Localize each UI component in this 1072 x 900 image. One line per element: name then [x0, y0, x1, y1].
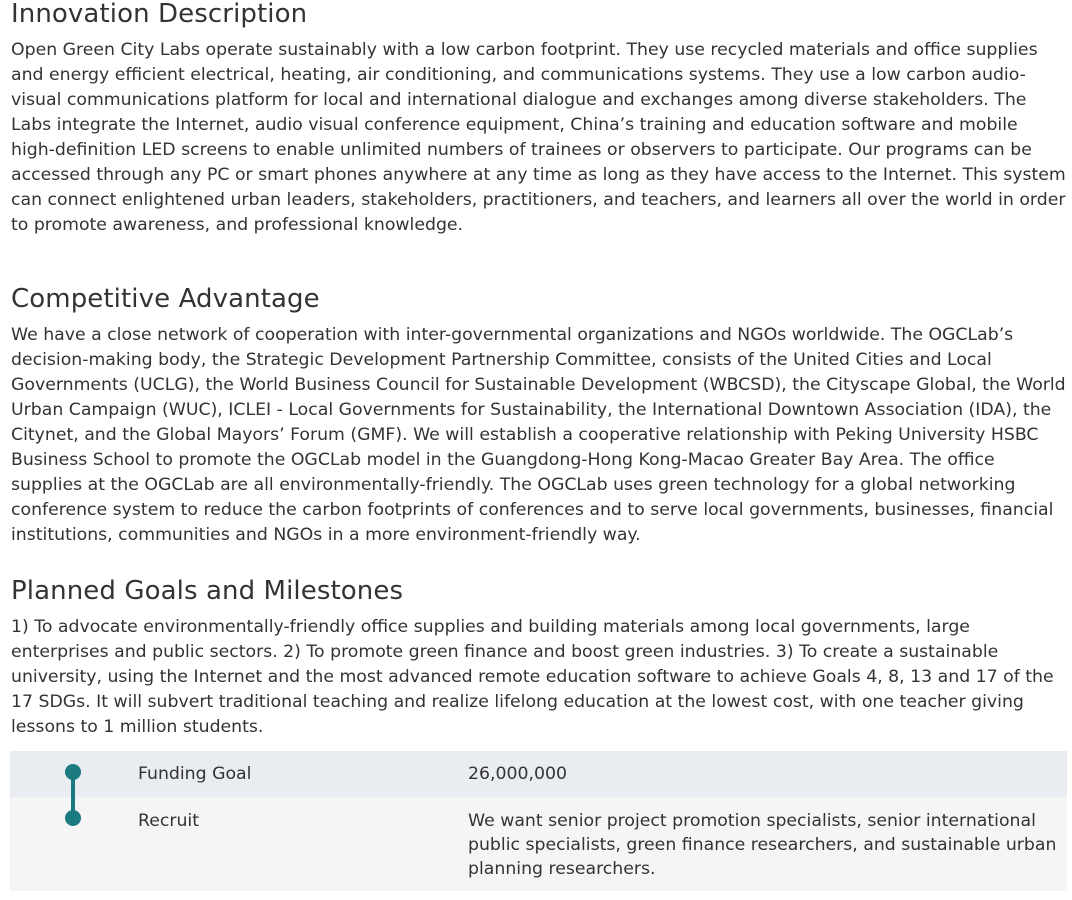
recruit-label: Recruit: [138, 811, 199, 831]
recruit-row: [10, 797, 1067, 891]
timeline-dot-icon: [65, 764, 81, 780]
competitive-advantage-body: We have a close network of cooperation with inter-governmental organizations and NGOs worldwide. The OGCLab’s decision-making body, the Strategic Development Partnership Committee, consists of the United Cities and Local Governments (UCLG), the World Business Council for Sustainable Development (WBCSD), the Cityscape Global, the World Urban Campaign (WUC), ICLEI - Local Governments for Sustainability, the International Downtown Association (IDA), the Citynet, and the Global Mayors’ Forum (GMF). We will establish a cooperative relationship with Peking University HSBC Business School to promote the OGCLab model in the Guangdong-Hong Kong-Macao Greater Bay Area. The office supplies at the OGCLab are all environmentally-friendly. The OGCLab uses green technology for a global networking conference system to reduce the carbon footprints of conferences and to serve local governments, businesses, financial institutions, communities and NGOs in a more environment-friendly way.: [11, 325, 1066, 545]
innovation-body: Open Green City Labs operate sustainably with a low carbon footprint. They use recycled materials and office supplies and energy efficient electrical, heating, air conditioning, and communications systems. They use a low carbon audio-visual communications platform for local and international dialogue and exchanges among diverse stakeholders. The Labs integrate the Internet, audio visual conference equipment, China’s training and education software and mobile high-definition LED screens to enable unlimited numbers of trainees or observers to participate. Our programs can be accessed through any PC or smart phones anywhere at any time as long as they have access to the Internet. This system can connect enlightened urban leaders, stakeholders, practitioners, and teachers, and learners all over the world in order to promote awareness, and professional knowledge.: [11, 40, 1066, 235]
goals-section: [11, 576, 1067, 740]
innovation-title: Innovation Description: [11, 0, 308, 29]
project-details-table: [10, 751, 1067, 891]
goals-title: Planned Goals and Milestones: [11, 576, 404, 606]
funding-goal-label: Funding Goal: [138, 764, 252, 784]
goals-body: 1) To advocate environmentally-friendly office supplies and building materials among local governments, large enterprises and public sectors. 2) To promote green finance and boost green industries. 3) To create a sustainable university, using the Internet and the most advanced remote education software to achieve Goals 4, 8, 13 and 17 of the 17 SDGs. It will subvert traditional teaching and realize lifelong education at the lowest cost, with one teacher giving lessons to 1 million students.: [11, 617, 1054, 737]
timeline-dot-icon: [65, 810, 81, 826]
funding-goal-row: [10, 751, 1067, 797]
funding-goal-value: 26,000,000: [468, 764, 567, 784]
innovation-section: [11, 0, 1067, 238]
recruit-value: We want senior project promotion specialists, senior international public specialists, green finance researchers, and sustainable urban planning researchers.: [468, 811, 1057, 879]
timeline-connector: [63, 764, 83, 834]
competitive-advantage-title: Competitive Advantage: [11, 284, 320, 314]
competitive-advantage-section: [11, 284, 1067, 548]
